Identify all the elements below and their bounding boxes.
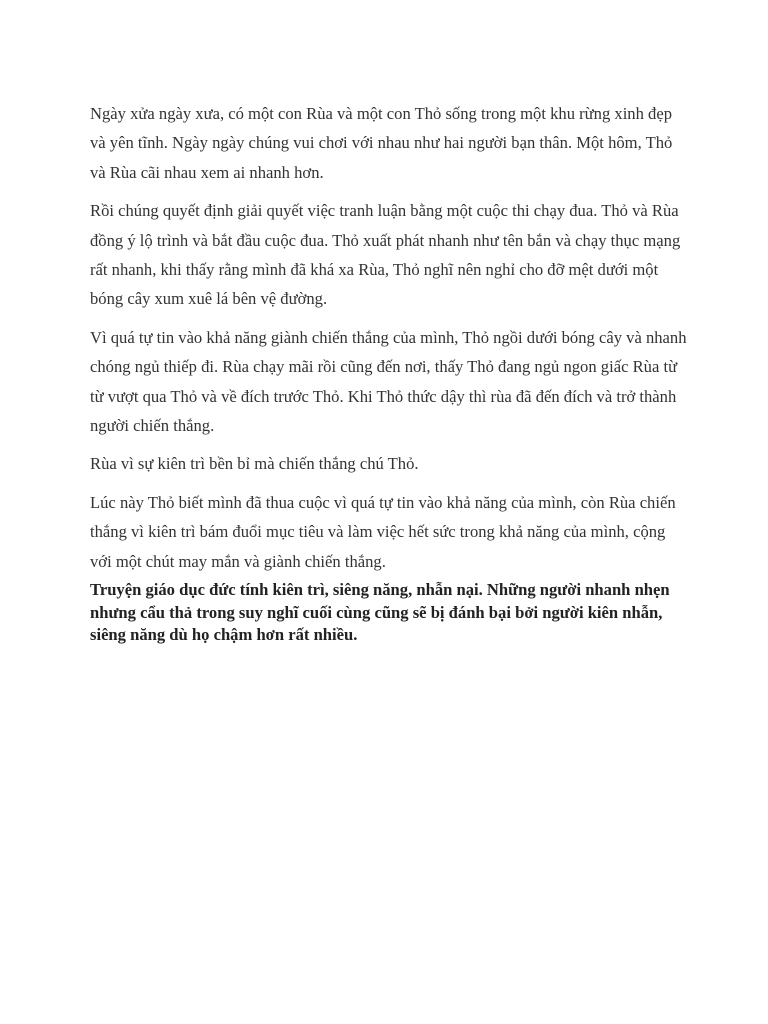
document-body <box>90 99 690 646</box>
story-paragraph-1: Ngày xửa ngày xưa, có một con Rùa và một con Thỏ sống trong một khu rừng xinh đẹp và yên tĩnh. Ngày ngày chúng vui chơi với nhau như hai người bạn thân. Một hôm, Thỏ và Rùa cãi nhau xem ai nhanh hơn. <box>90 104 673 182</box>
story-paragraph-2: Rồi chúng quyết định giải quyết việc tranh luận bằng một cuộc thi chạy đua. Thỏ và Rùa đồng ý lộ trình và bắt đầu cuộc đua. Thỏ xuất phát nhanh như tên bắn và chạy thục mạng rất nhanh, khi thấy rằng mình đã khá xa Rùa, Thỏ nghĩ nên nghỉ cho đỡ mệt dưới một bóng cây xum xuê lá bên vệ đường. <box>90 201 681 309</box>
story-paragraph-4: Rùa vì sự kiên trì bền bỉ mà chiến thắng chú Thỏ. <box>90 454 419 474</box>
story-moral: Truyện giáo dục đức tính kiên trì, siêng năng, nhẫn nại. Những người nhanh nhẹn nhưng cẩu thả trong suy nghĩ cuối cùng cũng sẽ bị đánh bại bởi người kiên nhẫn, siêng năng dù họ chậm hơn rất nhiều. <box>90 580 670 644</box>
story-paragraph-5: Lúc này Thỏ biết mình đã thua cuộc vì quá tự tin vào khả năng của mình, còn Rùa chiến thắng vì kiên trì bám đuổi mục tiêu và làm việc hết sức trong khả năng của mình, cộng với một chút may mắn và giành chiến thắng. <box>90 492 676 571</box>
story-paragraph-3: Vì quá tự tin vào khả năng giành chiến thắng của mình, Thỏ ngồi dưới bóng cây và nhanh chóng ngủ thiếp đi. Rùa chạy mãi rồi cũng đến nơi, thấy Thỏ đang ngủ ngon giấc Rùa từ từ vượt qua Thỏ và về đích trước Thỏ. Khi Thỏ thức dậy thì rùa đã đến đích và trở thành người chiến thắng. <box>90 327 687 436</box>
